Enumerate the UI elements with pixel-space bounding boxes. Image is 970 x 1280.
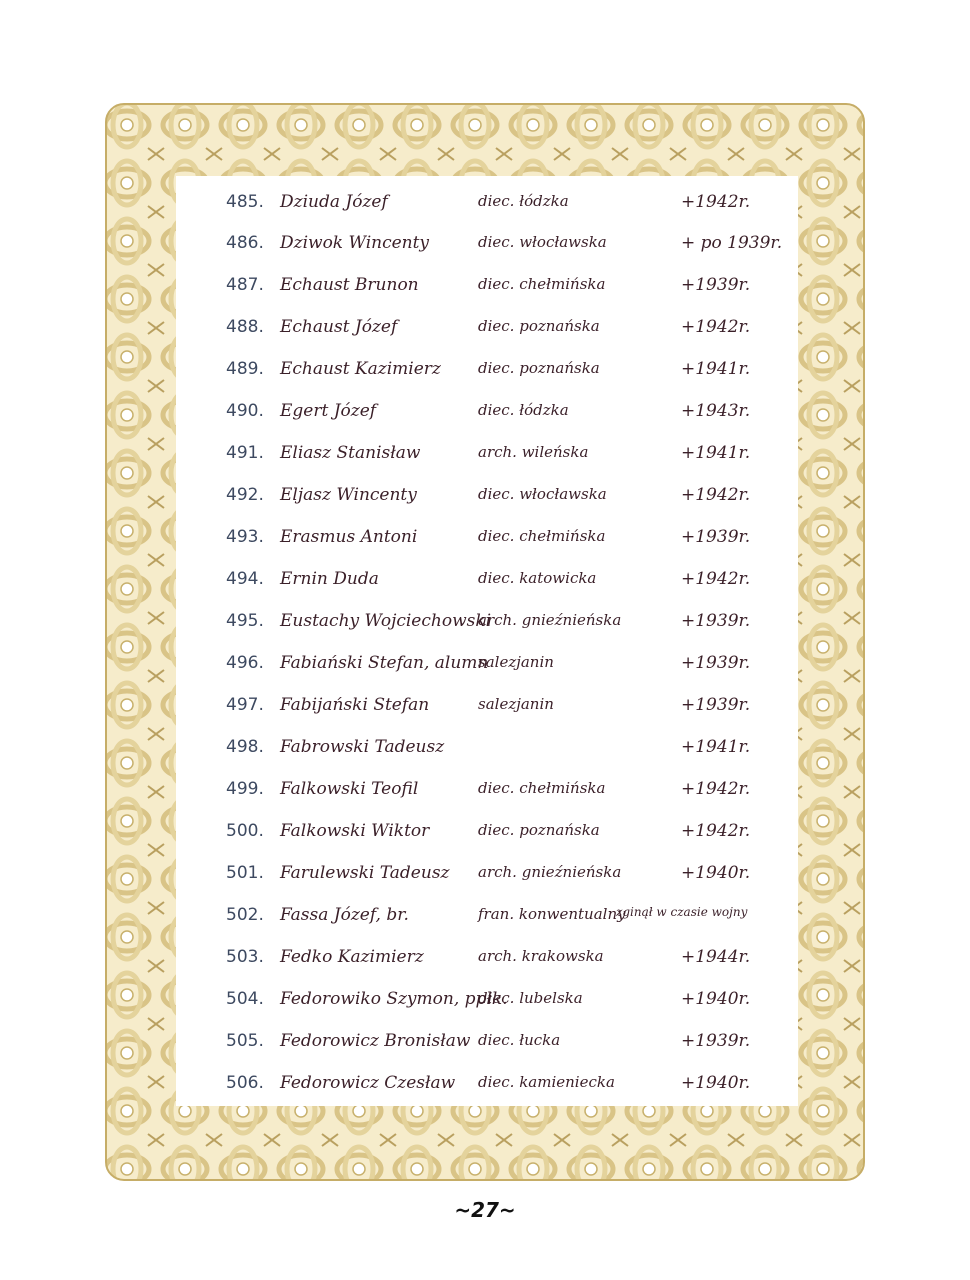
page-number: ~27~: [454, 1198, 516, 1222]
list-item: [176, 695, 816, 725]
entry-number: 504.: [226, 989, 264, 1009]
entry-number: 502.: [226, 905, 264, 925]
entry-name: Erasmus Antoni: [280, 527, 418, 547]
entry-number: 486.: [226, 233, 264, 253]
entry-death: +1939r.: [681, 695, 751, 715]
entry-name: Ernin Duda: [280, 569, 379, 589]
entry-number: 505.: [226, 1031, 264, 1051]
entry-death: + po 1939r.: [681, 233, 783, 253]
entry-name: Eustachy Wojciechowski: [280, 611, 492, 631]
entry-death: +1942r.: [681, 569, 751, 589]
content-area: [176, 176, 798, 1106]
entry-number: 495.: [226, 611, 264, 631]
entry-number: 492.: [226, 485, 264, 505]
list-item: [176, 443, 816, 473]
entry-death: +1941r.: [681, 359, 751, 379]
entry-name: Fabiański Stefan, alumn: [280, 653, 489, 673]
entry-name: Fedorowicz Czesław: [280, 1073, 456, 1093]
entry-number: 501.: [226, 863, 264, 883]
list-item: [176, 779, 816, 809]
entry-name: Fabijański Stefan: [280, 695, 430, 715]
entry-death: +1943r.: [681, 401, 751, 421]
entry-diocese: diec. kamieniecka: [478, 1073, 615, 1091]
entry-death: zginął w czasie wojny: [616, 905, 748, 919]
list-item: [176, 989, 816, 1019]
list-item: [176, 737, 816, 767]
entry-diocese: diec. poznańska: [478, 359, 600, 377]
list-item: [176, 1073, 816, 1103]
entry-name: Fabrowski Tadeusz: [280, 737, 445, 757]
entry-diocese: diec. poznańska: [478, 821, 600, 839]
list-item: [176, 192, 816, 222]
entry-name: Fedko Kazimierz: [280, 947, 424, 967]
entry-name: Fassa Józef, br.: [280, 905, 409, 925]
entry-number: 494.: [226, 569, 264, 589]
list-item: [176, 947, 816, 977]
entry-number: 503.: [226, 947, 264, 967]
list-item: [176, 569, 816, 599]
entry-death: +1941r.: [681, 737, 751, 757]
entry-death: +1942r.: [681, 485, 751, 505]
entry-number: 500.: [226, 821, 264, 841]
entry-death: +1939r.: [681, 1031, 751, 1051]
entry-diocese: diec. chełmińska: [478, 527, 606, 545]
entry-diocese: diec. chełmińska: [478, 275, 606, 293]
entry-name: Echaust Brunon: [280, 275, 419, 295]
list-item: [176, 527, 816, 557]
list-item: [176, 1031, 816, 1061]
list-item: [176, 233, 816, 263]
entry-death: +1942r.: [681, 317, 751, 337]
entry-diocese: fran. konwentualny: [478, 905, 626, 923]
entry-name: Falkowski Wiktor: [280, 821, 430, 841]
entry-diocese: diec. łucka: [478, 1031, 561, 1049]
entry-number: 506.: [226, 1073, 264, 1093]
entry-diocese: diec. łódzka: [478, 192, 569, 210]
entry-diocese: diec. poznańska: [478, 317, 600, 335]
list-item: [176, 611, 816, 641]
list-item: [176, 401, 816, 431]
entry-death: +1940r.: [681, 1073, 751, 1093]
entry-name: Farulewski Tadeusz: [280, 863, 450, 883]
list-item: [176, 275, 816, 305]
list-item: [176, 653, 816, 683]
entry-death: +1939r.: [681, 527, 751, 547]
entry-name: Egert Józef: [280, 401, 377, 421]
entry-death: +1940r.: [681, 989, 751, 1009]
entry-number: 498.: [226, 737, 264, 757]
entry-diocese: arch. gnieźnieńska: [478, 611, 622, 629]
entry-diocese: arch. wileńska: [478, 443, 589, 461]
list-item: [176, 863, 816, 893]
entry-diocese: arch. gnieźnieńska: [478, 863, 622, 881]
entry-name: Falkowski Teofil: [280, 779, 419, 799]
entry-death: +1942r.: [681, 192, 751, 212]
entry-name: Echaust Józef: [280, 317, 398, 337]
list-item: [176, 317, 816, 347]
entry-name: Dziuda Józef: [280, 192, 388, 212]
entry-diocese: salezjanin: [478, 653, 554, 671]
entry-death: +1944r.: [681, 947, 751, 967]
entry-name: Eliasz Stanisław: [280, 443, 421, 463]
entry-name: Echaust Kazimierz: [280, 359, 441, 379]
entry-number: 496.: [226, 653, 264, 673]
list-item: [176, 359, 816, 389]
entry-death: +1940r.: [681, 863, 751, 883]
entry-diocese: diec. chełmińska: [478, 779, 606, 797]
entry-death: +1939r.: [681, 611, 751, 631]
entry-name: Dziwok Wincenty: [280, 233, 430, 253]
entry-diocese: diec. włocławska: [478, 233, 607, 251]
entry-number: 497.: [226, 695, 264, 715]
entry-number: 499.: [226, 779, 264, 799]
entry-death: +1939r.: [681, 275, 751, 295]
entry-death: +1941r.: [681, 443, 751, 463]
entry-death: +1939r.: [681, 653, 751, 673]
list-item: [176, 821, 816, 851]
entry-name: Fedorowicz Bronisław: [280, 1031, 471, 1051]
entry-number: 485.: [226, 192, 264, 212]
entry-diocese: salezjanin: [478, 695, 554, 713]
entry-diocese: diec. łódzka: [478, 401, 569, 419]
entry-number: 488.: [226, 317, 264, 337]
entry-diocese: diec. włocławska: [478, 485, 607, 503]
entry-name: Fedorowiko Szymon, ppłk.: [280, 989, 508, 1009]
entry-number: 490.: [226, 401, 264, 421]
list-item: [176, 485, 816, 515]
list-item: [176, 905, 816, 935]
entry-diocese: diec. lubelska: [478, 989, 583, 1007]
entry-number: 487.: [226, 275, 264, 295]
entry-diocese: diec. katowicka: [478, 569, 597, 587]
entry-diocese: arch. krakowska: [478, 947, 604, 965]
entry-number: 491.: [226, 443, 264, 463]
entry-number: 489.: [226, 359, 264, 379]
entry-number: 493.: [226, 527, 264, 547]
entry-death: +1942r.: [681, 779, 751, 799]
entry-name: Eljasz Wincenty: [280, 485, 417, 505]
entry-death: +1942r.: [681, 821, 751, 841]
